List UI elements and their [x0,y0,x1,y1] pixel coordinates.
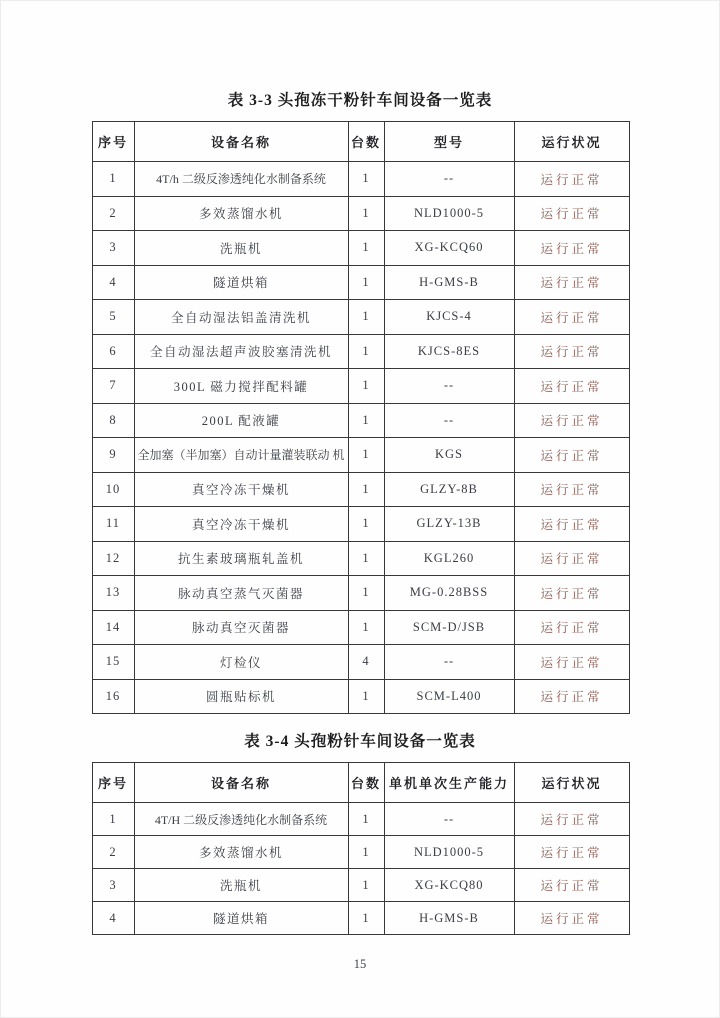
table-cell: 14 [92,610,134,645]
table-cell: 1 [348,369,384,404]
table-cell: 11 [92,507,134,542]
table-cell: 全自动湿法超声波胶塞清洗机 [134,334,348,369]
table-cell: 1 [92,162,134,197]
column-header: 台数 [348,763,384,803]
status-cell: 运行正常 [514,610,629,645]
table-cell: XG-KCQ80 [384,869,514,902]
table-cell: -- [384,645,514,680]
table-cell: 1 [348,334,384,369]
table-row [92,162,629,197]
table-row [92,196,629,231]
table-cell: 3 [92,869,134,902]
table-row [92,265,629,300]
table-cell: -- [384,403,514,438]
table-cell: 2 [92,836,134,869]
table-row [92,438,629,473]
table-header-row [92,122,629,162]
table-row [92,541,629,576]
table-cell: 4 [348,645,384,680]
status-cell: 运行正常 [514,576,629,611]
equipment-table-3-3 [92,121,630,714]
column-header: 序号 [92,122,134,162]
status-cell: 运行正常 [514,472,629,507]
table-cell: KGL260 [384,541,514,576]
table-cell: 4T/h 二级反渗透纯化水制备系统 [134,162,348,197]
table-row [92,902,629,935]
table-cell: 200L 配液罐 [134,403,348,438]
table-cell: 1 [348,836,384,869]
status-cell: 运行正常 [514,438,629,473]
table-cell: 1 [348,472,384,507]
table-cell: 1 [348,403,384,438]
table-cell: 300L 磁力搅拌配料罐 [134,369,348,404]
table-row [92,369,629,404]
table-cell: 洗瓶机 [134,231,348,266]
table-cell: 4 [92,902,134,935]
status-cell: 运行正常 [514,265,629,300]
table-cell: MG-0.28BSS [384,576,514,611]
column-header: 运行状况 [514,763,629,803]
status-cell: 运行正常 [514,403,629,438]
status-cell: 运行正常 [514,902,629,935]
table-cell: 1 [348,803,384,836]
table-cell: -- [384,803,514,836]
table-cell: SCM-D/JSB [384,610,514,645]
status-cell: 运行正常 [514,334,629,369]
table-3-4-title: 表 3-4 头孢粉针车间设备一览表 [244,733,476,750]
table-cell: 洗瓶机 [134,869,348,902]
table-cell: 多效蒸馏水机 [134,196,348,231]
status-cell: 运行正常 [514,869,629,902]
table-row [92,334,629,369]
table-cell: 隧道烘箱 [134,265,348,300]
table-cell: 1 [348,679,384,714]
column-header: 台数 [348,122,384,162]
table-cell: 隧道烘箱 [134,902,348,935]
table-cell: 5 [92,300,134,335]
table-cell: 真空冷冻干燥机 [134,472,348,507]
table-row [92,679,629,714]
table-cell: 12 [92,541,134,576]
table-cell: -- [384,162,514,197]
page-content [92,0,629,972]
status-cell: 运行正常 [514,679,629,714]
column-header: 设备名称 [134,122,348,162]
status-cell: 运行正常 [514,507,629,542]
table-cell: 脉动真空灭菌器 [134,610,348,645]
status-cell: 运行正常 [514,196,629,231]
column-header: 型号 [384,122,514,162]
table-cell: 1 [348,507,384,542]
table-cell: 1 [348,541,384,576]
table-cell: 3 [92,231,134,266]
table-cell: 真空冷冻干燥机 [134,507,348,542]
table-row [92,645,629,680]
table-row [92,576,629,611]
table-cell: 4 [92,265,134,300]
status-cell: 运行正常 [514,645,629,680]
table-cell: 16 [92,679,134,714]
table-cell: SCM-L400 [384,679,514,714]
table-cell: 10 [92,472,134,507]
table-row [92,803,629,836]
status-cell: 运行正常 [514,162,629,197]
table-cell: GLZY-13B [384,507,514,542]
table-cell: 全自动湿法铝盖清洗机 [134,300,348,335]
table-cell: 6 [92,334,134,369]
table-cell: 1 [348,162,384,197]
table-cell: 灯检仪 [134,645,348,680]
table-row [92,403,629,438]
table-cell: XG-KCQ60 [384,231,514,266]
status-cell: 运行正常 [514,231,629,266]
table-cell: 1 [92,803,134,836]
table-cell: 1 [348,576,384,611]
table-cell: 1 [348,902,384,935]
table-cell: KGS [384,438,514,473]
table-cell: H-GMS-B [384,265,514,300]
status-cell: 运行正常 [514,300,629,335]
table-row [92,231,629,266]
table-cell: 1 [348,196,384,231]
table-cell: KJCS-4 [384,300,514,335]
table-row [92,869,629,902]
table-cell: 1 [348,231,384,266]
table-cell: 1 [348,610,384,645]
column-header: 设备名称 [134,763,348,803]
table-cell: NLD1000-5 [384,836,514,869]
table-cell: 7 [92,369,134,404]
table-cell: 多效蒸馏水机 [134,836,348,869]
table-cell: 圆瓶贴标机 [134,679,348,714]
table-row [92,836,629,869]
table-3-3-title: 表 3-3 头孢冻干粉针车间设备一览表 [227,92,493,109]
status-cell: 运行正常 [514,369,629,404]
column-header: 序号 [92,763,134,803]
table-cell: 1 [348,438,384,473]
table-cell: 抗生素玻璃瓶轧盖机 [134,541,348,576]
equipment-table-3-4 [92,762,630,935]
table-header-row [92,763,629,803]
table-row [92,507,629,542]
table-cell: 9 [92,438,134,473]
table-cell: 15 [92,645,134,680]
table-row [92,610,629,645]
table-cell: H-GMS-B [384,902,514,935]
table-cell: 1 [348,300,384,335]
table-cell: -- [384,369,514,404]
page-number: 15 [353,957,367,971]
table-cell: 脉动真空蒸气灭菌器 [134,576,348,611]
status-cell: 运行正常 [514,541,629,576]
status-cell: 运行正常 [514,803,629,836]
table-cell: 8 [92,403,134,438]
status-cell: 运行正常 [514,836,629,869]
table-cell: GLZY-8B [384,472,514,507]
column-header: 运行状况 [514,122,629,162]
table-cell: KJCS-8ES [384,334,514,369]
table-cell: 4T/H 二级反渗透纯化水制备系统 [134,803,348,836]
table-row [92,300,629,335]
column-header: 单机单次生产能力 [384,763,514,803]
table-cell: NLD1000-5 [384,196,514,231]
table-cell: 2 [92,196,134,231]
table-cell: 1 [348,265,384,300]
table-row [92,472,629,507]
table-cell: 全加塞（半加塞）自动计量灌装联动 机 [134,438,348,473]
table-cell: 13 [92,576,134,611]
table-cell: 1 [348,869,384,902]
